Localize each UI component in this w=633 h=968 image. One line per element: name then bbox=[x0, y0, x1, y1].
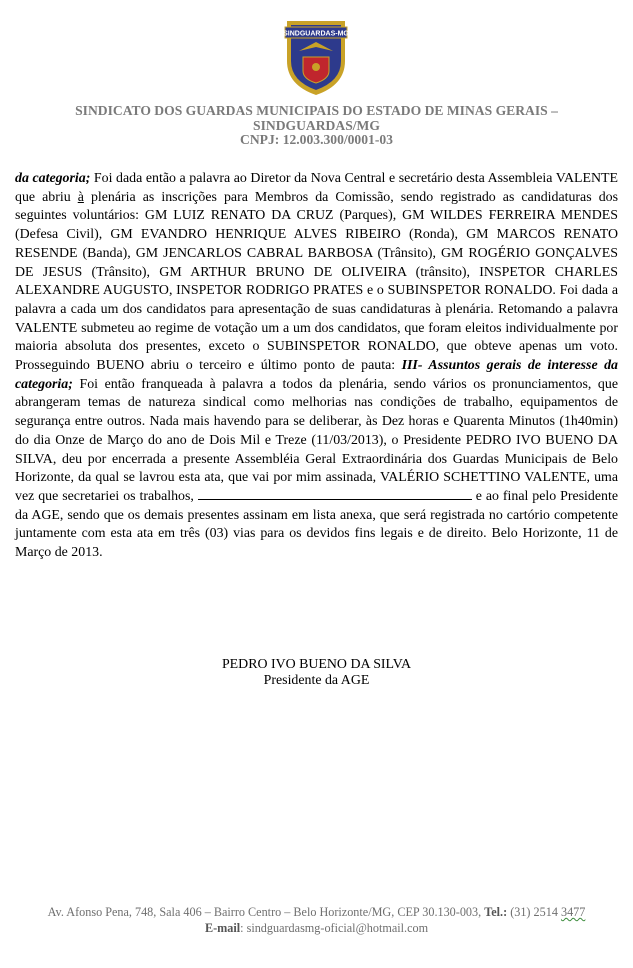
org-name-line2: SINDGUARDAS/MG bbox=[253, 117, 380, 133]
footer-address-line bbox=[0, 904, 633, 920]
union-logo bbox=[281, 15, 351, 97]
minutes-body bbox=[15, 170, 618, 563]
body-text-part3: Foi então franqueada à palavra a todos da plenária, sendo vários os pronunciamentos, que abrangeram temas de natureza sindical como melhorias nas condições de trabalho, equipamentos de segurança entre outros. Nada mais havendo para se deliberar, às Dez horas e Quarenta Minutos (1h40min) do dia Onze de Março do ano de Dois Mil e Treze (11/03/2013), o Presidente PEDRO IVO BUENO DA SILVA, deu por encerrada a presente Assembléia Geral Extraordinária dos Guardas Municipais de Belo Horizonte, da qual se lavrou esta ata, que vai por mim assinada, VALÉRIO SCHETTINO VALENTE, uma vez que secretariei os trabalhos, bbox=[15, 376, 618, 504]
footer-tel-label: Tel.: bbox=[484, 905, 508, 919]
signatory-role: Presidente da AGE bbox=[263, 673, 370, 688]
page-footer bbox=[0, 904, 633, 936]
logo-text: SINDGUARDAS-MG bbox=[283, 30, 349, 38]
footer-email-label: E-mail bbox=[204, 921, 241, 935]
body-text-part1: Foi dada então a palavra ao Diretor da Nova Central e secretário desta Assembleia VALENTE que abriu bbox=[15, 171, 618, 205]
signature-block bbox=[0, 657, 633, 689]
agenda-item-iii: III- Assuntos gerais de interesse da categoria; bbox=[15, 358, 618, 392]
org-header bbox=[0, 104, 633, 148]
agenda-item-lead: da categoria; bbox=[15, 171, 91, 186]
footer-tel-suffix: 3477 bbox=[560, 905, 586, 919]
signatory-name: PEDRO IVO BUENO DA SILVA bbox=[221, 657, 412, 672]
footer-email-line bbox=[0, 920, 633, 936]
org-name-line1: SINDICATO DOS GUARDAS MUNICIPAIS DO ESTADO DE MINAS GERAIS – bbox=[75, 103, 558, 118]
body-text-part4: e ao final pelo Presidente da AGE, sendo que os demais presentes assinam em lista anexa, que será registrada no cartório competente juntamente com esta ata em três (03) vias para os devidos fins legais e de direito. Belo Horizonte, 11 de Março de 2013. bbox=[15, 488, 618, 561]
signature-blank-line bbox=[198, 488, 472, 500]
footer-address: Av. Afonso Pena, 748, Sala 406 – Bairro Centro – Belo Horizonte/MG, CEP 30.130-003, bbox=[47, 905, 485, 919]
footer-tel-value: (31) 2514 bbox=[507, 905, 561, 919]
org-cnpj: CNPJ: 12.003.300/0001-03 bbox=[240, 132, 393, 147]
body-underlined-a: à bbox=[77, 189, 84, 205]
body-text-part2: plenária as inscrições para Membros da Comissão, sendo registrado as candidaturas dos seguintes voluntários: GM LUIZ RENATO DA CRUZ (Parques), GM WILDES FERREIRA MENDES (Defesa Civil), GM EVANDRO HENRIQUE ALVES RIBEIRO (Ronda), GM MARCOS RENATO RESENDE (Banda), GM JENCARLOS CABRAL BARBOSA (Trânsito), GM ROGÉRIO GONÇALVES DE JESUS (Trânsito), GM ARTHUR BRUNO DE OLIVEIRA (trânsito), INSPETOR CHARLES ALEXANDRE AUGUSTO, INSPETOR RODRIGO PRATES e o SUBINSPETOR RONALDO. Foi dada a palavra a cada um dos candidatos para apresentação de suas candidaturas à plenária. Retomando a palavra VALENTE submeteu ao regime de votação um a um dos candidatos, que foram eleitos individualmente por maioria absoluta dos presentes, exceto o SUBINSPETOR RONALDO, que obteve apenas um voto. Prosseguindo BUENO abriu o terceiro e último ponto de pauta: bbox=[15, 189, 618, 374]
footer-email-value: : sindguardasmg-oficial@hotmail.com bbox=[240, 921, 429, 935]
